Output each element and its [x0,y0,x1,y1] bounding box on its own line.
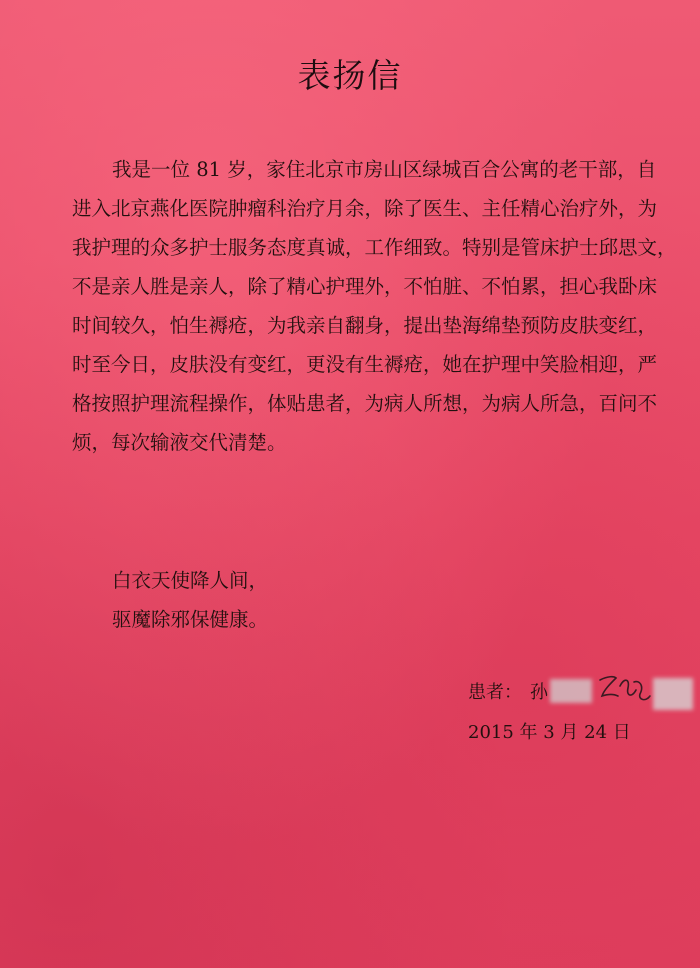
redacted-signature-blur [653,678,693,710]
patient-name: 孙 [530,682,548,703]
body-line: 我护理的众多护士服务态度真诚，工作细致。特别是管床护士邱思文， [72,236,677,259]
body-line: 烦，每次输液交代清楚。 [72,431,287,454]
poem-line: 驱魔除邪保健康。 [112,608,269,631]
letter-poem [112,561,268,639]
body-line: 格按照护理流程操作，体贴患者，为病人所想，为病人所急，百问不 [72,392,658,415]
handwritten-signature [594,668,654,712]
body-line: 不是亲人胜是亲人，除了精心护理外，不怕脏、不怕累，担心我卧床 [72,275,658,298]
letter-date: 2015 年 3 月 24 日 [468,722,631,743]
body-line: 时至今日，皮肤没有变红，更没有生褥疮，她在护理中笑脸相迎，严 [72,353,658,376]
patient-label: 患者： [468,682,522,703]
patient-signature-row [468,678,698,708]
signature-block [468,678,698,744]
letter-title: 表扬信 [297,56,403,95]
body-line: 时间较久，怕生褥疮，为我亲自翻身，提出垫海绵垫预防皮肤变红， [72,314,658,337]
body-line: 进入北京燕化医院肿瘤科治疗月余，除了医生、主任精心治疗外，为 [72,197,658,220]
redacted-name-blur [550,679,592,703]
body-line: 我是一位 81 岁，家住北京市房山区绿城百合公寓的老干部，自 [112,158,657,181]
letter-body [72,150,677,462]
poem-line: 白衣天使降人间， [112,569,269,592]
